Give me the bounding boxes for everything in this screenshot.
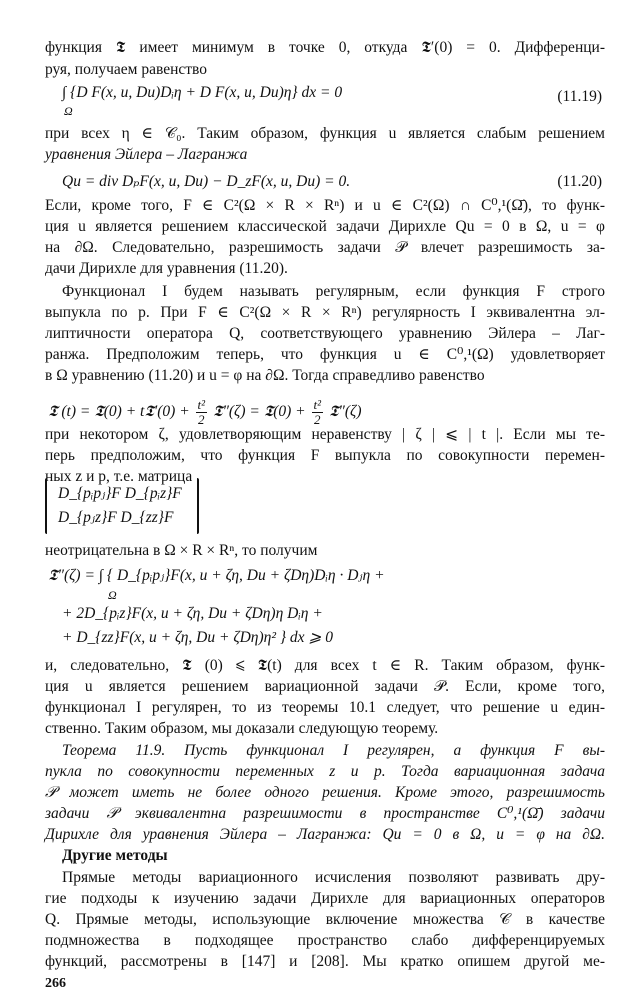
integral-subscript: Ω xyxy=(108,588,117,602)
equation-line: + 2D_{pᵢz}F(x, u + ζη, Du + ζDη)η Dᵢη + xyxy=(62,605,323,622)
equation-second-derivative: 𝕿″(ζ) = ∫ { D_{pᵢpⱼ}F(x, u + ζη, Du + ζDη)Dᵢη · Dⱼη + xyxy=(48,567,385,584)
text-line: дачи Дирихле для уравнения (11.20). xyxy=(45,260,288,277)
equation-line: + D_{zz}F(x, u + ζη, Du + ζDη)η² } dx ⩾ 0 xyxy=(62,629,334,646)
text-line: на ∂Ω. Следовательно, разрешимость задачи 𝒫 влечет разрешимость за- xyxy=(45,239,605,256)
matrix-row: D_{pᵢpⱼ}F D_{pᵢz}F xyxy=(58,485,182,502)
text-line: Если, кроме того, F ∈ C²(Ω × R × Rⁿ) и u ∈ C²(Ω) ∩ C⁰,¹(Ω̄), то функ- xyxy=(45,197,605,214)
text-line: в Ω уравнению (11.20) и u = φ на ∂Ω. Тогда справедливо равенство xyxy=(45,367,485,384)
text-line: ция u является решением вариационной задачи 𝒫. Если, кроме того, xyxy=(45,678,605,695)
text-line: ция u является решением классической задачи Дирихле Qu = 0 в Ω, u = φ xyxy=(45,218,605,235)
theorem-line: Теорема 11.9. Пусть функционал I регулярен, а функция F вы- xyxy=(62,742,605,759)
matrix-row: D_{pⱼz}F D_{zz}F xyxy=(58,509,174,526)
theorem-line: Дирихле для уравнения Эйлера – Лагранжа: Qu = 0 в Ω, u = φ на ∂Ω. xyxy=(45,826,605,843)
text-line: ных z и p, т.е. матрица xyxy=(45,468,193,485)
text-line: ственно. Таким образом, мы доказали следующую теорему. xyxy=(45,720,439,737)
equation-number: (11.20) xyxy=(557,173,602,190)
section-heading: Другие методы xyxy=(62,847,168,864)
equation-number: (11.19) xyxy=(557,88,602,105)
equation-11-19: ∫ {D F(x, u, Du)Dᵢη + D F(x, u, Du)η} dx = 0 xyxy=(62,84,343,101)
text-line: Функционал I будем называть регулярным, если функция F строго xyxy=(62,283,605,300)
text-line: руя, получаем равенство xyxy=(45,61,208,78)
text-line: уравнения Эйлера – Лагранжа xyxy=(45,146,248,163)
theorem-line: 𝒫 может иметь не более одного решения. Кроме этого, разрешимость xyxy=(45,784,605,801)
text-line: гие подходы к изучению задачи Дирихле для вариационных операторов xyxy=(45,890,605,907)
text-line: подмножества в подходящее пространство слабо дифференцируемых xyxy=(45,932,605,949)
page-number: 266 xyxy=(45,976,66,991)
text-line: и, следовательно, 𝕿 (0) ⩽ 𝕿(t) для всех t ∈ R. Таким образом, функ- xyxy=(45,657,605,674)
theorem-line: пукла по совокупности переменных z и p. Тогда вариационная задача xyxy=(45,763,605,780)
text-line: функций, рассмотрены в [147] и [208]. Мы кратко опишем другой ме- xyxy=(45,953,605,970)
text-line: перь предположим, что функция F выпукла по совокупности перемен- xyxy=(45,447,605,464)
text-line: неотрицательна в Ω × R × Rⁿ, то получим xyxy=(45,542,318,559)
integral-subscript: Ω xyxy=(64,104,73,118)
text-line: при некотором ζ, удовлетворяющим неравенству | ζ | ⩽ | t |. Если мы те- xyxy=(45,426,605,443)
equation-part: 𝕿″(ζ) xyxy=(328,403,362,420)
text-line: Прямые методы вариационного исчисления позволяют развивать дру- xyxy=(62,869,605,886)
text-line: выпукла по p. При F ∈ C²(Ω × R × Rⁿ) регулярность I эквивалентна эл- xyxy=(45,304,605,321)
fraction: $\frac{\text{t²}}{2}$ xyxy=(197,396,206,427)
equation-part: 𝕿 (t) = 𝕿(0) + t𝕿′(0) + xyxy=(48,403,190,420)
equation-part: 𝕿″(ζ) = 𝕿(0) + xyxy=(212,403,306,420)
text-line: функция 𝕿 имеет минимум в точке 0, откуда 𝕿′(0) = 0. Дифференци- xyxy=(45,39,605,56)
text-line: при всех η ∈ 𝒞₀. Таким образом, функция u является слабым решением xyxy=(45,125,605,142)
text-line: ранжа. Предположим теперь, что функция u ∈ C⁰,¹(Ω) удовлетворяет xyxy=(45,346,605,363)
text-line: функционал I регулярен, то из теоремы 10.1 следует, что решение u един- xyxy=(45,699,605,716)
equation-11-20: Qu = div DₚF(x, u, Du) − D_zF(x, u, Du) = 0. xyxy=(62,173,351,190)
theorem-line: задачи 𝒫 эквивалентна разрешимости в пространстве C⁰,¹(Ω̄) задачи xyxy=(45,805,605,822)
text-line: липтичности оператора Q, соответствующего уравнению Эйлера – Лаг- xyxy=(45,325,605,342)
fraction: $\frac{\text{t²}}{2}$ xyxy=(313,396,322,427)
text-line: Q. Прямые методы, использующие включение множества 𝒞 в качестве xyxy=(45,911,605,928)
